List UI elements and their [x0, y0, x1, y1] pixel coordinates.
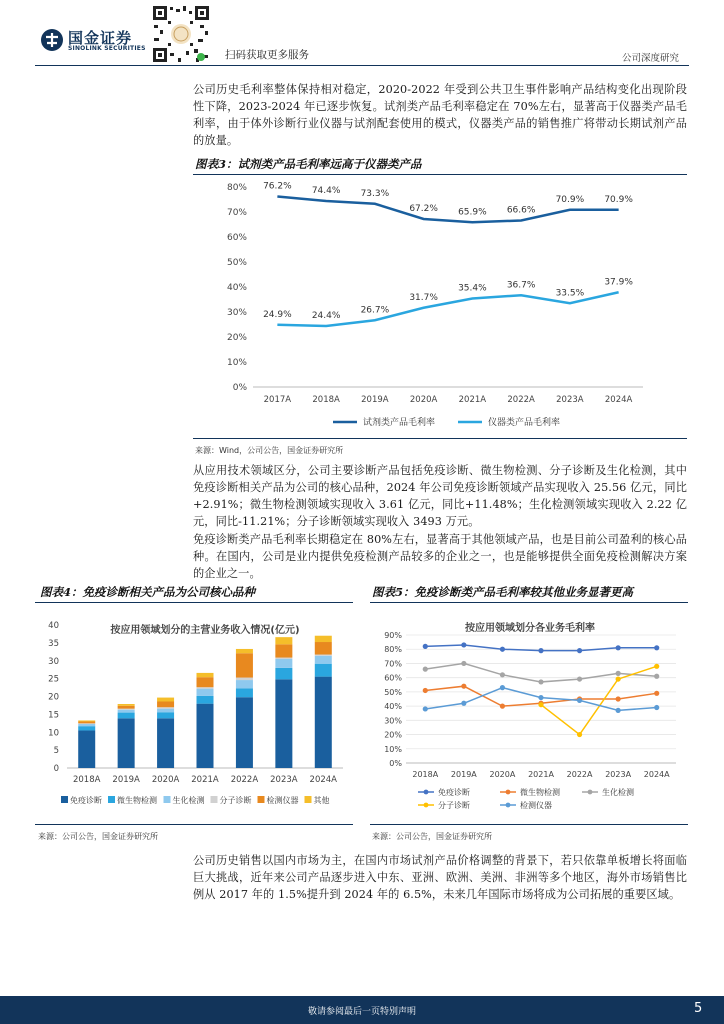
fig5-point — [577, 676, 582, 681]
fig4-ytick: 40 — [48, 621, 59, 631]
fig3-xtick: 2021A — [458, 395, 487, 405]
fig4-ytick: 0 — [53, 764, 59, 774]
fig3-xtick: 2019A — [361, 395, 389, 405]
fig5-legend-marker — [424, 803, 429, 808]
fig5-legend-marker — [588, 790, 593, 795]
fig5-ytick: 80% — [384, 645, 402, 655]
fig5-point — [654, 664, 659, 669]
fig3-data-label: 33.5% — [555, 288, 585, 299]
fig5-point — [500, 647, 505, 652]
fig4-bar-segment — [275, 658, 292, 659]
fig4-title: 图表4：免疫诊断相关产品为公司核心品种 — [40, 585, 255, 599]
fig3-data-label: 67.2% — [409, 204, 438, 214]
fig5-point — [654, 691, 659, 696]
fig4-xtick: 2018A — [72, 775, 101, 785]
fig5-point — [500, 672, 505, 677]
fig3-data-label: 73.3% — [360, 188, 390, 199]
fig4-ytick: 35 — [48, 638, 59, 649]
fig4-bar-segment — [78, 724, 95, 726]
qr-caption: 扫码获取更多服务 — [225, 49, 309, 61]
fig3-data-label: 26.7% — [360, 305, 390, 316]
fig4-bar-segment — [197, 689, 214, 696]
fig4-bar-segment — [197, 696, 214, 704]
fig4-bar-segment — [236, 697, 253, 768]
fig4-legend-label: 生化检测 — [172, 796, 205, 805]
fig5-point — [654, 674, 659, 679]
paragraph-margin-history: 公司历史毛利率整体保持相对稳定，2020-2022 年受到公共卫生事件影响产品结构变化出现阶段性下降，2023-2024 年已逐步恢复。试剂类产品毛利率稳定在 70%左右，显著高于仪器类产品毛利率，由于体外诊断行业仪器与试剂配套使用的模式，仪器类产品的销售推广将带动长期试剂产品的放量。 — [193, 83, 687, 147]
fig5-legend-marker — [506, 803, 511, 808]
fig4-xtick: 2020A — [151, 775, 180, 785]
fig5-point — [654, 645, 659, 650]
fig4-legend-label: 检测仪器 — [266, 796, 299, 805]
fig4-bar-segment — [236, 688, 253, 697]
fig3-ytick: 10% — [226, 358, 247, 368]
fig3-data-label: 70.9% — [555, 194, 585, 205]
fig3-line-chart — [193, 175, 687, 437]
fig4-ytick: 5 — [53, 746, 59, 757]
fig5-legend-label: 分子诊断 — [438, 801, 470, 810]
fig4-legend-label: 其他 — [313, 796, 330, 805]
fig5-point — [577, 648, 582, 653]
fig5-legend-label: 微生物检测 — [520, 788, 560, 797]
fig3-ytick: 0% — [232, 383, 247, 393]
fig5-xtick: 2018A — [412, 770, 439, 779]
fig3-ytick: 30% — [226, 308, 247, 318]
fig5-xtick: 2019A — [450, 770, 477, 779]
fig3-source: 来源：Wind，公司公告，国金证券研究所 — [195, 446, 344, 455]
fig4-ytick: 30 — [48, 656, 59, 667]
fig3-data-label: 66.6% — [506, 205, 536, 216]
fig4-legend-label: 微生物检测 — [117, 796, 157, 805]
fig4-xtick: 2021A — [191, 775, 219, 785]
logo-en: SINOLINK SECURITIES — [68, 45, 146, 52]
fig3-data-label: 65.9% — [458, 207, 487, 218]
fig3-ytick: 60% — [226, 233, 247, 243]
fig3-data-label: 76.2% — [263, 181, 292, 192]
fig3-data-label: 24.4% — [311, 311, 341, 321]
fig4-bar-segment — [78, 726, 95, 730]
fig4-xtick: 2024A — [309, 775, 338, 785]
fig5-bottom-rule — [370, 824, 688, 825]
fig3-ytick: 20% — [226, 333, 247, 343]
fig5-xtick: 2021A — [528, 770, 554, 779]
fig4-bottom-rule — [35, 824, 353, 825]
fig5-point — [538, 695, 543, 700]
fig5-ytick: 10% — [384, 744, 402, 754]
fig4-bar-segment — [315, 636, 332, 642]
header-rule — [35, 65, 689, 66]
fig5-point — [538, 702, 543, 707]
fig4-bar-segment — [275, 679, 292, 768]
paragraph-application-areas: 从应用技术领域区分，公司主要诊断产品包括免疫诊断、微生物检测、分子诊断及生化检测，其中免疫诊断相关产品为公司的核心品种，2024 年公司免疫诊断领域产品实现收入 25.56 亿元，同比+2.91%；微生物检测领域实现收入 3.61 亿元，同比+11.48%；生化检测领域实现收入 2.22 亿元，同比-11.21%；分子诊断领域实现收入 3493 万元。 — [193, 464, 687, 528]
fig4-bar-segment — [315, 664, 332, 677]
fig4-bar-segment — [157, 709, 174, 713]
fig5-point — [538, 679, 543, 684]
fig4-legend-label: 免疫诊断 — [70, 796, 102, 805]
fig5-point — [616, 676, 621, 681]
fig5-ytick: 40% — [384, 702, 402, 712]
fig5-title-text: 按应用领域划分各业务毛利率 — [465, 623, 595, 634]
fig4-bar-segment — [78, 722, 95, 724]
fig5-point — [423, 706, 428, 711]
logo-cn: 国金证券 — [68, 29, 133, 47]
fig4-bar-segment — [157, 702, 174, 708]
fig5-ytick: 90% — [384, 631, 402, 640]
fig5-ytick: 20% — [384, 730, 402, 740]
fig4-bar-segment — [118, 709, 135, 710]
fig5-ytick: 30% — [384, 716, 402, 726]
fig4-legend-swatch — [61, 796, 68, 803]
fig3-bottom-rule — [193, 438, 687, 439]
fig5-ytick: 60% — [384, 673, 402, 683]
footer-bar — [0, 996, 724, 1024]
header — [0, 0, 724, 70]
fig3-data-label: 24.9% — [263, 309, 292, 320]
fig4-legend-swatch — [211, 796, 218, 803]
fig4-bar-segment — [236, 680, 253, 688]
fig4-bar-segment — [197, 677, 214, 687]
fig5-xtick: 2022A — [566, 770, 593, 779]
fig4-xtick: 2023A — [270, 775, 298, 785]
fig5-point — [500, 685, 505, 690]
fig5-point — [538, 648, 543, 653]
fig5-point — [616, 645, 621, 650]
fig4-source: 来源：公司公告，国金证券研究所 — [38, 832, 158, 841]
fig3-data-label: 35.4% — [458, 283, 487, 294]
fig4-legend-swatch — [305, 796, 312, 803]
fig4-bar-segment — [118, 704, 135, 706]
fig3-xtick: 2017A — [263, 395, 292, 405]
fig4-bar-segment — [78, 723, 95, 724]
sinolink-logo-icon — [40, 28, 64, 52]
fig4-legend-label: 分子诊断 — [219, 796, 252, 805]
fig4-bar-segment — [275, 668, 292, 679]
fig4-bar-segment — [197, 687, 214, 688]
fig4-xtick: 2019A — [112, 775, 140, 785]
fig4-bar-segment — [236, 649, 253, 653]
fig4-bar-segment — [275, 659, 292, 668]
fig3-ytick: 40% — [226, 283, 247, 293]
fig5-ytick: 50% — [384, 687, 402, 697]
fig4-ytick: 20 — [48, 692, 59, 703]
fig5-point — [423, 688, 428, 693]
fig3-legend-label: 试剂类产品毛利率 — [363, 418, 436, 428]
fig4-stacked-bar-chart — [35, 603, 353, 823]
fig4-bar-segment — [236, 653, 253, 677]
fig5-point — [461, 642, 466, 647]
fig5-point — [616, 708, 621, 713]
fig3-data-label: 37.9% — [604, 277, 633, 288]
fig5-point — [577, 732, 582, 737]
fig3-xtick: 2018A — [312, 395, 340, 405]
fig4-bar-segment — [236, 678, 253, 681]
fig5-point — [577, 698, 582, 703]
fig3-ytick: 70% — [226, 208, 247, 218]
fig4-legend-swatch — [108, 796, 115, 803]
fig5-point — [616, 671, 621, 676]
fig3-data-label: 74.4% — [311, 186, 341, 196]
fig4-bar-segment — [315, 642, 332, 655]
fig4-bar-segment — [157, 718, 174, 768]
fig3-xtick: 2024A — [604, 395, 633, 405]
fig5-ytick: 70% — [384, 659, 402, 669]
report-type: 公司深度研究 — [622, 53, 680, 64]
fig4-bar-segment — [118, 710, 135, 713]
fig4-title-text: 按应用领域划分的主营业务收入情况(亿元) — [110, 625, 300, 636]
fig4-bar-segment — [157, 698, 174, 702]
fig4-bar-segment — [315, 656, 332, 664]
paragraph-overseas: 公司历史销售以国内市场为主，在国内市场试剂产品价格调整的背景下，若只依靠单板增长将面临巨大挑战，近年来公司产品逐步进入中东、亚洲、欧洲、美洲、非洲等多个地区，海外市场销售比例从 2017 年的 1.5%提升到 2024 年的 6.5%，未来几年国际市场将成为公司拓展的重要区域。 — [193, 854, 687, 901]
fig4-ytick: 10 — [48, 728, 59, 739]
fig4-legend-swatch — [164, 796, 171, 803]
fig5-xtick: 2020A — [489, 770, 516, 779]
fig4-bar-segment — [118, 718, 135, 768]
fig4-bar-segment — [78, 730, 95, 768]
fig5-point — [461, 684, 466, 689]
fig4-bar-segment — [197, 704, 214, 768]
fig4-bar-segment — [275, 644, 292, 657]
fig3-data-label: 31.7% — [409, 292, 438, 303]
fig4-bar-segment — [315, 677, 332, 768]
fig4-bar-segment — [157, 707, 174, 708]
fig5-point — [423, 667, 428, 672]
fig5-point — [654, 705, 659, 710]
fig5-legend-marker — [506, 790, 511, 795]
fig4-bar-segment — [118, 713, 135, 719]
fig3-legend-label: 仪器类产品毛利率 — [488, 418, 561, 428]
fig4-ytick: 15 — [48, 710, 59, 721]
fig4-bar-segment — [157, 712, 174, 718]
qr-code-icon — [150, 3, 212, 65]
fig4-xtick: 2022A — [230, 775, 259, 785]
page-number: 5 — [694, 1001, 703, 1016]
fig5-line-chart — [370, 603, 688, 823]
fig5-legend-label: 免疫诊断 — [438, 788, 470, 797]
fig4-bar-segment — [315, 655, 332, 656]
fig4-bar-segment — [118, 706, 135, 709]
fig5-series-line-2 — [425, 663, 656, 681]
fig3-xtick: 2022A — [507, 395, 535, 405]
fig5-point — [461, 661, 466, 666]
fig5-point — [461, 701, 466, 706]
footer-disclaimer: 敬请参阅最后一页特别声明 — [307, 1007, 416, 1017]
fig4-bar-segment — [197, 673, 214, 677]
fig3-data-label: 70.9% — [604, 194, 633, 205]
fig5-xtick: 2024A — [643, 770, 670, 779]
fig3-data-label: 36.7% — [506, 280, 536, 291]
fig5-legend-label: 检测仪器 — [520, 801, 552, 810]
fig5-title: 图表5：免疫诊断类产品毛利率较其他业务显著更高 — [372, 585, 633, 599]
fig3-xtick: 2023A — [556, 395, 584, 405]
fig5-source: 来源：公司公告，国金证券研究所 — [372, 832, 492, 841]
fig4-ytick: 25 — [48, 674, 59, 685]
fig5-point — [423, 644, 428, 649]
fig5-ytick: 0% — [389, 759, 402, 768]
fig5-xtick: 2023A — [605, 770, 632, 779]
fig3-xtick: 2020A — [409, 395, 438, 405]
fig5-legend-label: 生化检测 — [602, 788, 634, 797]
fig5-legend-marker — [424, 790, 429, 795]
fig4-bar-segment — [78, 720, 95, 721]
fig3-title: 图表3：试剂类产品毛利率远高于仪器类产品 — [195, 157, 422, 171]
fig3-ytick: 50% — [226, 258, 247, 268]
paragraph-immuno-margin: 免疫诊断类产品毛利率长期稳定在 80%左右，显著高于其他领域产品，也是目前公司盈利的核心品种。在国内，公司是业内提供免疫检测产品较多的企业之一，也是能够提供全面免疫检测解决方案的企业之一。 — [193, 533, 687, 580]
fig3-ytick: 80% — [226, 183, 247, 193]
fig5-point — [616, 696, 621, 701]
fig4-legend-swatch — [258, 796, 265, 803]
fig4-bar-segment — [275, 637, 292, 644]
fig5-point — [500, 704, 505, 709]
